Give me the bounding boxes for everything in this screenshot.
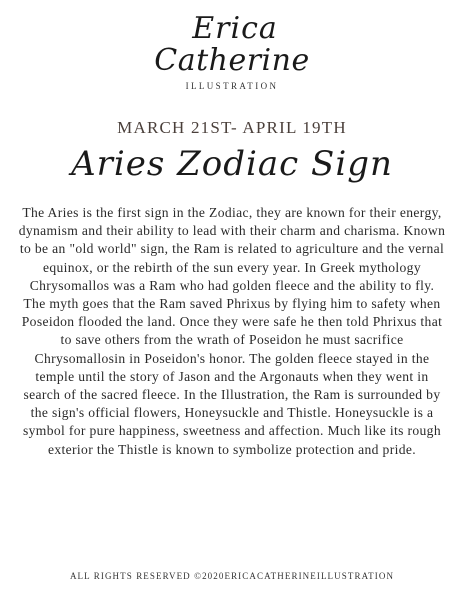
body-paragraph: The Aries is the first sign in the Zodiac, they are known for their energy, dynamism and their ability to lead with their charm and charisma. Known to be an "old world" sign, the Ram is related to agriculture and the vernal equinox, or the rebirth of the sun every year. In Greek mythology Chrysomallos was a Ram who had golden fleece and the ability to fly. The myth goes that the Ram saved Phrixus by flying him to safety when Poseidon flooded the land. Once they were safe he then told Phrixus that to save others from the wrath of Poseidon he must sacrifice Chrysomallosin in Poseidon's honor. The golden fleece stayed in the temple until the story of Jason and the Argonauts when they went in search of the sacred fleece. In the Illustration, the Ram is surrounded by the sign's official flowers, Honeysuckle and Thistle. Honeysuckle is a symbol for pure happiness, sweetness and affection. Much like its rough exterior the Thistle is known to symbolize protection and pride.	[18, 205, 446, 457]
brand-logo	[0, 11, 464, 91]
logo-first-name: Erica	[192, 11, 278, 46]
logo-last-name: Catherine	[154, 43, 310, 78]
logo-subtitle: ILLUSTRATION	[185, 81, 279, 91]
page-title: Aries Zodiac Sign	[71, 144, 393, 184]
date-range: MARCH 21ST- APRIL 19TH	[117, 118, 347, 137]
copyright-footer: ALL RIGHTS RESERVED ©2020ERICACATHERINEILLUSTRATION	[69, 571, 395, 581]
